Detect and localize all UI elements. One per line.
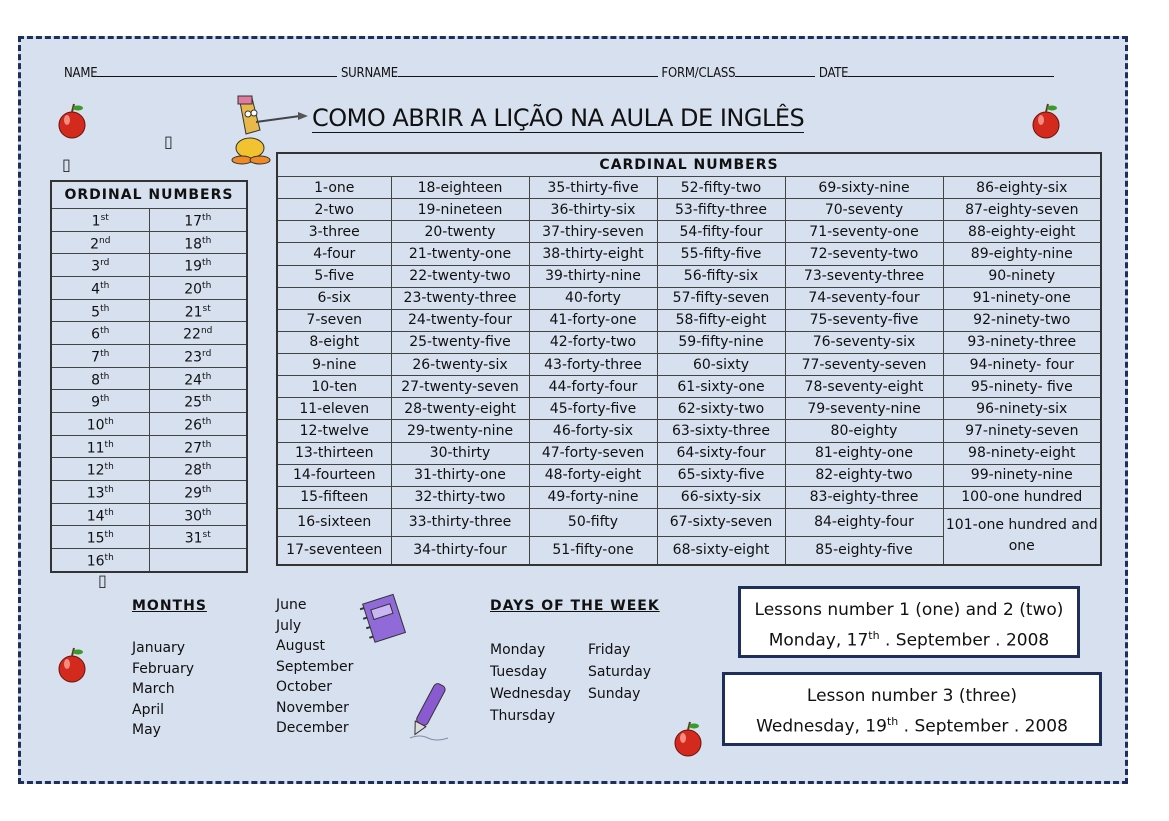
table-cell: 26th [149, 412, 247, 435]
table-cell: 50-fifty [529, 508, 657, 536]
table-cell: 16th [51, 548, 149, 571]
table-cell: 20th [149, 276, 247, 299]
table-cell: 64-sixty-four [657, 442, 785, 464]
apple-icon [56, 646, 88, 684]
table-row [277, 221, 1101, 243]
date-label: DATE [818, 66, 849, 81]
table-cell: 91-ninety-one [943, 287, 1101, 309]
table-cell: 4-four [277, 243, 391, 265]
days-heading: DAYS OF THE WEEK [490, 598, 660, 614]
list-item: Thursday [490, 708, 556, 724]
list-item: December [276, 720, 349, 736]
table-cell: 45-forty-five [529, 398, 657, 420]
list-item: August [276, 638, 325, 654]
table-row [51, 209, 247, 232]
ordinal-heading: ORDINAL NUMBERS [51, 181, 247, 209]
table-cell: 23rd [149, 344, 247, 367]
table-cell: 9-nine [277, 354, 391, 376]
months-list-2 [276, 595, 353, 739]
table-cell: 28th [149, 458, 247, 481]
table-cell: 9th [51, 390, 149, 413]
cardinal-heading: CARDINAL NUMBERS [277, 153, 1101, 177]
lesson2-date: Wednesday, 19th . September . 2008 [756, 715, 1068, 737]
table-cell: 6-six [277, 287, 391, 309]
table-cell: 36-thirty-six [529, 199, 657, 221]
missing-glyph-icon: ▯ [62, 155, 71, 174]
table-cell: 32-thirty-two [391, 486, 529, 508]
table-cell: 15th [51, 526, 149, 549]
table-cell: 35-thirty-five [529, 177, 657, 199]
table-cell: 38-thirty-eight [529, 243, 657, 265]
table-cell: 2-two [277, 199, 391, 221]
table-cell: 13-thirteen [277, 442, 391, 464]
list-item: January [132, 640, 186, 656]
lesson2-title: Lesson number 3 (three) [806, 686, 1018, 706]
list-item: Tuesday [490, 664, 547, 680]
table-cell: 12th [51, 458, 149, 481]
table-cell: 46-forty-six [529, 420, 657, 442]
table-cell: 40-forty [529, 287, 657, 309]
table-row [277, 420, 1101, 442]
table-cell: 14th [51, 503, 149, 526]
table-cell: 24-twenty-four [391, 309, 529, 331]
table-cell: 19-nineteen [391, 199, 529, 221]
table-cell: 5-five [277, 265, 391, 287]
table-cell: 14-fourteen [277, 464, 391, 486]
table-cell: 92-ninety-two [943, 309, 1101, 331]
table-cell: 101-one hundred and one [943, 508, 1101, 565]
list-item: Friday [588, 642, 631, 658]
list-item: November [276, 699, 349, 716]
table-row [277, 398, 1101, 420]
table-row [277, 376, 1101, 398]
table-cell: 19th [149, 254, 247, 277]
table-cell: 1st [51, 209, 149, 232]
table-cell: 61-sixty-one [657, 376, 785, 398]
list-item: Wednesday [490, 686, 572, 702]
table-cell: 84-eighty-four [785, 508, 943, 536]
missing-glyph-icon: ▯ [98, 571, 107, 590]
table-cell: 15-fifteen [277, 486, 391, 508]
table-cell: 17-seventeen [277, 536, 391, 565]
months-heading: MONTHS [132, 598, 207, 614]
table-cell: 88-eighty-eight [943, 221, 1101, 243]
table-cell: 86-eighty-six [943, 177, 1101, 199]
table-row [51, 480, 247, 503]
table-cell: 16-sixteen [277, 508, 391, 536]
header-fields [64, 64, 1114, 84]
table-cell: 79-seventy-nine [785, 398, 943, 420]
table-cell: 70-seventy [785, 199, 943, 221]
surname-blank [398, 64, 658, 77]
table-cell: 65-sixty-five [657, 464, 785, 486]
table-row [277, 199, 1101, 221]
table-cell: 31-thirty-one [391, 464, 529, 486]
table-cell: 11-eleven [277, 398, 391, 420]
table-cell: 68-sixty-eight [657, 536, 785, 565]
table-row [51, 322, 247, 345]
table-cell: 78-seventy-eight [785, 376, 943, 398]
cardinal-numbers-table [276, 152, 1102, 566]
table-cell: 53-fifty-three [657, 199, 785, 221]
table-cell: 30th [149, 503, 247, 526]
table-cell: 83-eighty-three [785, 486, 943, 508]
table-cell: 42-forty-two [529, 331, 657, 353]
table-cell: 6th [51, 322, 149, 345]
page-title: COMO ABRIR A LIÇÃO NA AULA DE INGLÊS [312, 104, 805, 132]
table-cell: 75-seventy-five [785, 309, 943, 331]
lesson-box-2 [722, 672, 1102, 746]
table-cell: 37-thiry-seven [529, 221, 657, 243]
table-cell: 22nd [149, 322, 247, 345]
table-cell: 77-seventy-seven [785, 354, 943, 376]
table-row [51, 412, 247, 435]
table-cell: 3-three [277, 221, 391, 243]
list-item: October [276, 679, 333, 695]
table-cell: 81-eighty-one [785, 442, 943, 464]
table-cell: 18-eighteen [391, 177, 529, 199]
table-cell: 47-forty-seven [529, 442, 657, 464]
table-cell: 93-ninety-three [943, 331, 1101, 353]
table-cell: 60-sixty [657, 354, 785, 376]
table-cell: 82-eighty-two [785, 464, 943, 486]
surname-label: SURNAME [340, 66, 398, 81]
table-row [277, 309, 1101, 331]
list-item: Saturday [588, 664, 652, 680]
lesson1-title: Lessons number 1 (one) and 2 (two) [754, 600, 1064, 620]
name-label: NAME [64, 66, 98, 81]
apple-icon [56, 102, 88, 140]
table-cell: 28-twenty-eight [391, 398, 529, 420]
table-cell: 76-seventy-six [785, 331, 943, 353]
table-row [277, 464, 1101, 486]
list-item: July [276, 617, 302, 634]
table-cell: 27th [149, 435, 247, 458]
table-cell: 96-ninety-six [943, 398, 1101, 420]
table-cell: 48-forty-eight [529, 464, 657, 486]
table-cell: 34-thirty-four [391, 536, 529, 565]
table-row [51, 548, 247, 571]
days-list-1 [490, 639, 571, 727]
table-cell: 3rd [51, 254, 149, 277]
notebook-icon [358, 592, 412, 644]
table-cell: 90-ninety [943, 265, 1101, 287]
table-cell: 18th [149, 231, 247, 254]
table-cell: 31st [149, 526, 247, 549]
pen-icon [404, 678, 454, 744]
table-cell: 43-forty-three [529, 354, 657, 376]
table-cell: 8th [51, 367, 149, 390]
table-row [51, 390, 247, 413]
table-cell: 10-ten [277, 376, 391, 398]
table-cell: 27-twenty-seven [391, 376, 529, 398]
list-item: June [276, 597, 307, 613]
table-cell: 17th [149, 209, 247, 232]
table-cell: 54-fifty-four [657, 221, 785, 243]
table-cell: 20-twenty [391, 221, 529, 243]
table-cell: 7th [51, 344, 149, 367]
table-cell: 55-fifty-five [657, 243, 785, 265]
table-cell: 39-thirty-nine [529, 265, 657, 287]
table-cell: 87-eighty-seven [943, 199, 1101, 221]
table-cell: 85-eighty-five [785, 536, 943, 565]
table-cell: 51-fifty-one [529, 536, 657, 565]
table-cell: 11th [51, 435, 149, 458]
table-row [51, 276, 247, 299]
table-cell: 56-fifty-six [657, 265, 785, 287]
table-cell: 58-fifty-eight [657, 309, 785, 331]
table-cell: 12-twelve [277, 420, 391, 442]
table-cell: 29-twenty-nine [391, 420, 529, 442]
name-blank [97, 64, 337, 77]
table-cell: 10th [51, 412, 149, 435]
table-cell: 99-ninety-nine [943, 464, 1101, 486]
table-cell: 24th [149, 367, 247, 390]
table-cell: 29th [149, 480, 247, 503]
list-item: February [132, 660, 195, 677]
table-row [277, 442, 1101, 464]
table-cell: 49-forty-nine [529, 486, 657, 508]
table-cell: 33-thirty-three [391, 508, 529, 536]
apple-icon [1030, 102, 1062, 140]
table-row [277, 486, 1101, 508]
table-row [51, 231, 247, 254]
list-item: May [132, 722, 161, 738]
lesson-box-1 [738, 586, 1080, 658]
table-cell: 100-one hundred [943, 486, 1101, 508]
table-row [51, 299, 247, 322]
ordinal-numbers-table [50, 180, 248, 573]
table-row [277, 331, 1101, 353]
table-cell: 26-twenty-six [391, 354, 529, 376]
table-row [51, 344, 247, 367]
table-row [277, 287, 1101, 309]
table-row [51, 367, 247, 390]
table-cell: 63-sixty-three [657, 420, 785, 442]
table-cell: 71-seventy-one [785, 221, 943, 243]
table-cell: 7-seven [277, 309, 391, 331]
table-cell: 21-twenty-one [391, 243, 529, 265]
table-row [277, 243, 1101, 265]
table-row [277, 177, 1101, 199]
table-cell: 80-eighty [785, 420, 943, 442]
table-cell: 74-seventy-four [785, 287, 943, 309]
table-cell: 25th [149, 390, 247, 413]
list-item: March [132, 681, 175, 697]
table-cell: 66-sixty-six [657, 486, 785, 508]
table-cell: 44-forty-four [529, 376, 657, 398]
table-row [51, 254, 247, 277]
table-cell: 97-ninety-seven [943, 420, 1101, 442]
table-cell: 13th [51, 480, 149, 503]
lesson1-date: Monday, 17th . September . 2008 [768, 629, 1050, 651]
list-item: Monday [490, 642, 546, 658]
table-cell: 21st [149, 299, 247, 322]
list-item: September [276, 658, 354, 675]
table-cell: 5th [51, 299, 149, 322]
table-row [277, 354, 1101, 376]
apple-icon [672, 720, 704, 758]
table-cell: 41-forty-one [529, 309, 657, 331]
table-cell: 57-fifty-seven [657, 287, 785, 309]
days-list-2 [588, 639, 651, 705]
table-cell: 95-ninety- five [943, 376, 1101, 398]
table-cell: 8-eight [277, 331, 391, 353]
table-cell: 67-sixty-seven [657, 508, 785, 536]
missing-glyph-icon: ▯ [164, 132, 173, 151]
table-cell: 22-twenty-two [391, 265, 529, 287]
date-blank [848, 64, 1054, 77]
table-cell [149, 548, 247, 571]
table-cell: 72-seventy-two [785, 243, 943, 265]
table-cell: 59-fifty-nine [657, 331, 785, 353]
table-row [51, 526, 247, 549]
form-blank [735, 64, 815, 77]
table-cell: 25-twenty-five [391, 331, 529, 353]
table-cell: 98-ninety-eight [943, 442, 1101, 464]
list-item: April [132, 701, 164, 718]
table-row [277, 508, 1101, 536]
table-cell: 62-sixty-two [657, 398, 785, 420]
table-cell: 94-ninety- four [943, 354, 1101, 376]
table-row [277, 265, 1101, 287]
table-cell: 89-eighty-nine [943, 243, 1101, 265]
table-row [51, 458, 247, 481]
form-label: FORM/CLASS [661, 66, 736, 81]
table-cell: 69-sixty-nine [785, 177, 943, 199]
list-item: Sunday [588, 686, 641, 702]
months-list-1 [132, 638, 194, 741]
table-cell: 52-fifty-two [657, 177, 785, 199]
table-cell: 73-seventy-three [785, 265, 943, 287]
table-cell: 23-twenty-three [391, 287, 529, 309]
table-cell: 4th [51, 276, 149, 299]
table-cell: 2nd [51, 231, 149, 254]
table-cell: 30-thirty [391, 442, 529, 464]
table-row [51, 503, 247, 526]
table-row [51, 435, 247, 458]
table-cell: 1-one [277, 177, 391, 199]
